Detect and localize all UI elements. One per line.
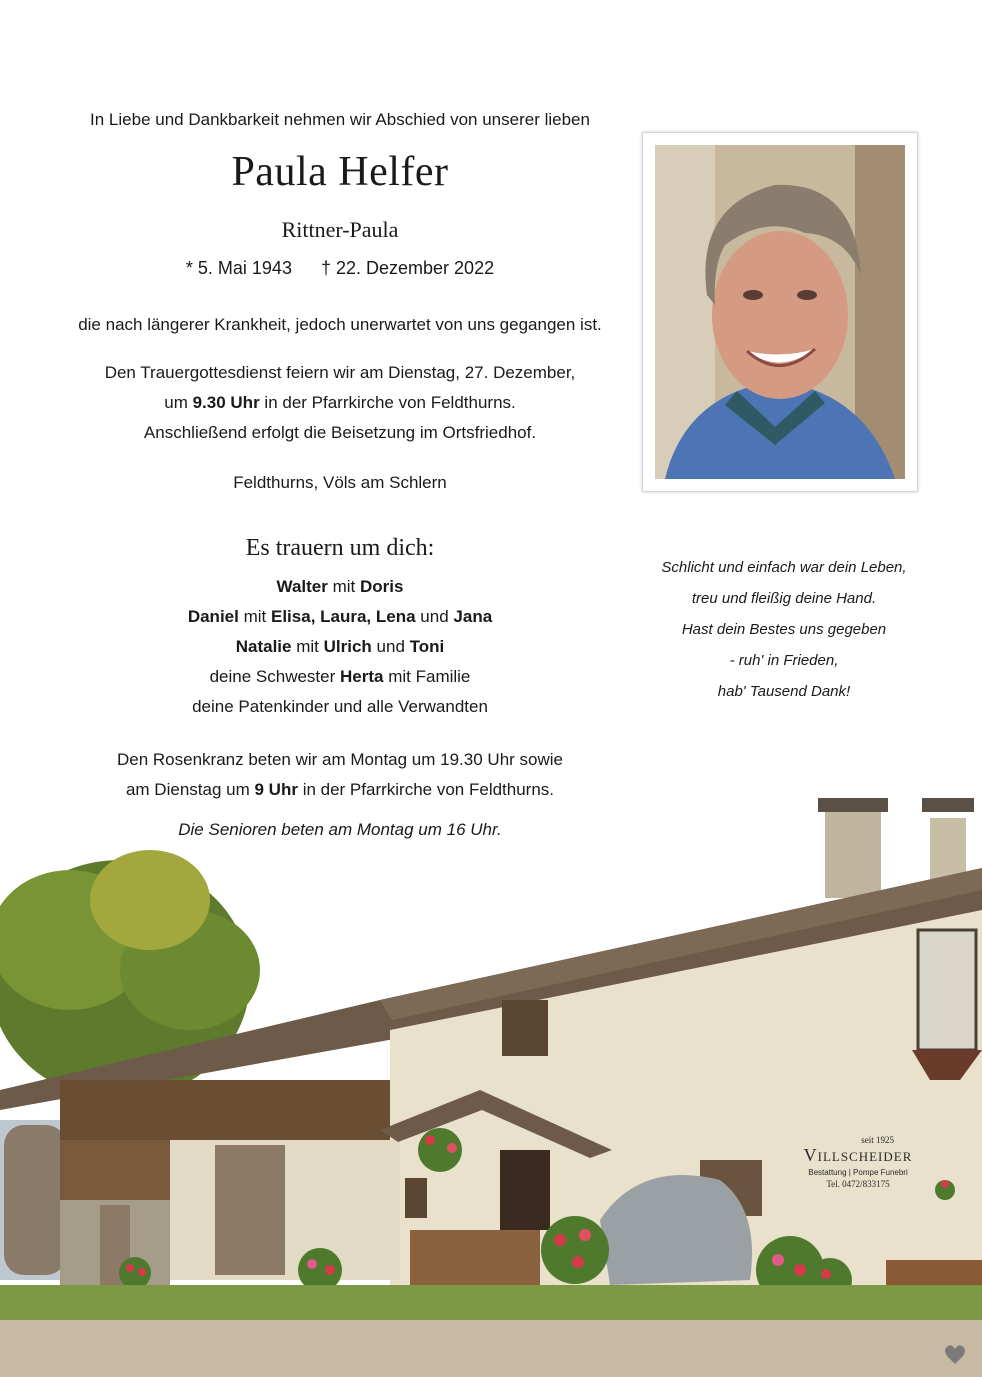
service-line-3: Anschließend erfolgt die Beisetzung im Ortsfriedhof.	[143, 423, 537, 442]
grass	[0, 1285, 982, 1325]
rosary-line-1: Den Rosenkranz beten wir am Montag um 19.30 Uhr sowie	[117, 750, 563, 769]
portrait-frame	[642, 132, 918, 492]
deceased-nickname: Rittner-Paula	[281, 217, 399, 242]
rosary-time: 9 Uhr	[254, 780, 298, 799]
rosary-pre: am Dienstag um	[125, 780, 250, 799]
window	[502, 1000, 548, 1056]
mourner-name: Jana	[453, 607, 493, 626]
poem	[634, 552, 934, 707]
service-line-2	[40, 388, 640, 418]
mourner-line	[40, 632, 640, 662]
mourner-conj: mit	[243, 607, 267, 626]
gravel-path	[0, 1320, 982, 1377]
mourner-name: Ulrich	[323, 637, 372, 656]
logo-brand: Villscheider	[803, 1145, 913, 1165]
mourner-line	[40, 572, 640, 602]
mourner-name: Doris	[360, 577, 404, 596]
poem-line: Hast dein Bestes uns gegeben	[681, 621, 887, 638]
logo-phone: Tel. 0472/833175	[826, 1179, 890, 1189]
service-line-1: Den Trauergottesdienst feiern wir am Dienstag, 27. Dezember,	[104, 363, 576, 382]
mourner-line	[40, 602, 640, 632]
rosary-post: in der Pfarrkirche von Feldthurns.	[302, 780, 555, 799]
flower-pot	[119, 1257, 151, 1289]
mourner-conj: mit	[332, 577, 356, 596]
seniors-prayer: Die Senioren beten am Montag um 16 Uhr.	[178, 820, 502, 839]
mourner-conj: mit Familie	[388, 667, 471, 686]
mourner-name: Toni	[409, 637, 445, 656]
mourner-line	[40, 662, 640, 692]
mourner-conj: deine Schwester	[209, 667, 336, 686]
places: Feldthurns, Völs am Schlern	[233, 473, 447, 492]
logo-subtitle: Bestattung | Pompe Funebri	[808, 1168, 908, 1177]
death-date: † 22. Dezember 2022	[320, 258, 495, 278]
mourner-name: Walter	[276, 577, 328, 596]
deceased-name: Paula Helfer	[231, 149, 449, 195]
logo-since: seit 1925	[861, 1135, 894, 1145]
portrait-photo	[655, 145, 905, 479]
mourner-line: deine Patenkinder und alle Verwandten	[192, 697, 488, 716]
portrait-illustration	[655, 145, 905, 479]
mourner-conj: und	[420, 607, 449, 626]
poem-line: treu und fleißig deine Hand.	[691, 590, 877, 607]
poem-line: - ruh' in Frieden,	[729, 652, 839, 669]
mourner-conj: mit	[296, 637, 319, 656]
lantern	[918, 930, 976, 1050]
silo	[4, 1125, 66, 1275]
service-time: 9.30 Uhr	[192, 393, 260, 412]
service-pre: um	[164, 393, 188, 412]
poem-line: Schlicht und einfach war dein Leben,	[661, 559, 907, 576]
service-post: in der Pfarrkirche von Feldthurns.	[264, 393, 516, 412]
mourner-name: Daniel	[187, 607, 239, 626]
barn-door	[215, 1145, 285, 1275]
life-dates	[40, 258, 640, 279]
chimney	[825, 808, 881, 898]
mourner-conj: und	[376, 637, 405, 656]
mourner-name: Natalie	[235, 637, 292, 656]
mourner-name: Elisa, Laura, Lena	[271, 607, 416, 626]
flower-bush	[541, 1216, 609, 1284]
poem-line: hab' Tausend Dank!	[717, 683, 851, 700]
mourners-list	[40, 572, 640, 722]
mourner-name: Herta	[340, 667, 384, 686]
birth-date: * 5. Mai 1943	[185, 258, 292, 278]
funeral-home-logo	[778, 1135, 938, 1189]
mourners-title: Es trauern um dich:	[245, 535, 435, 561]
intro-line: In Liebe und Dankbarkeit nehmen wir Abschied von unserer lieben	[90, 110, 590, 129]
funeral-service-info	[40, 358, 640, 448]
farmhouse-scene	[0, 780, 982, 1377]
passing-note: die nach längerer Krankheit, jedoch unerwartet von uns gegangen ist.	[78, 315, 602, 334]
